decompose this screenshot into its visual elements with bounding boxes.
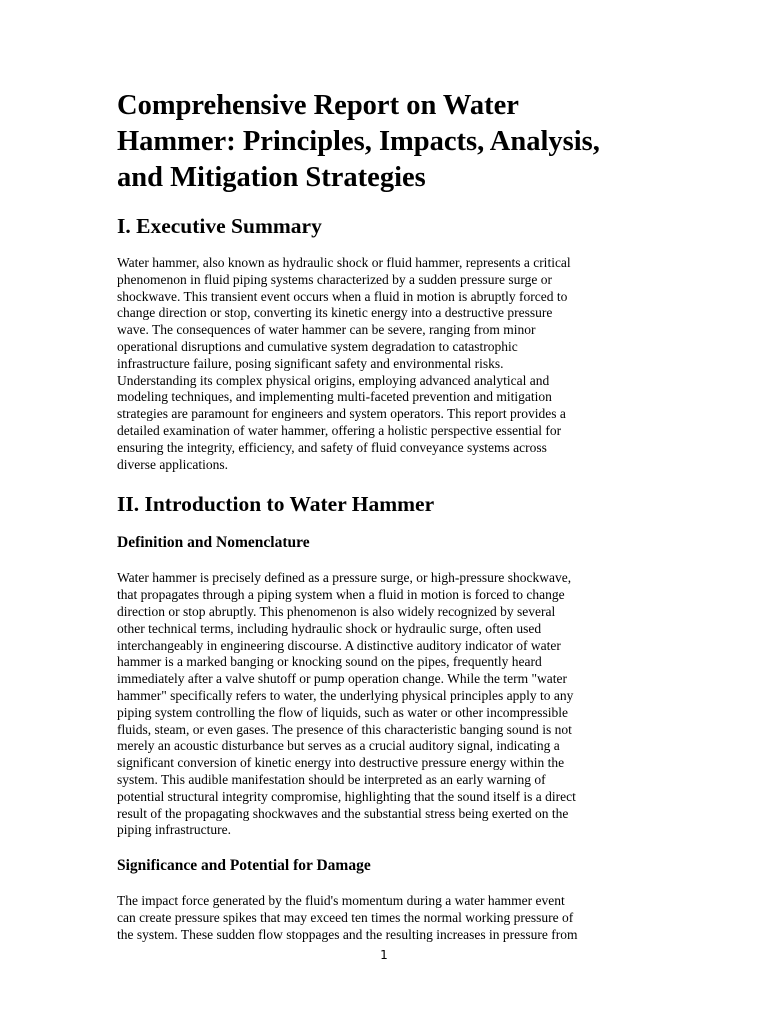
subsection-heading-significance: Significance and Potential for Damage [117,857,371,875]
definition-paragraph: Water hammer is precisely defined as a pressure surge, or high-pressure shockwave, that propagates through a piping system when a fluid in motion is forced to change direction or stop abruptly. This phenomenon is also widely recognized by several other technical terms, including hydraulic shock or hydraulic surge, often used interchangeably in engineering discourse. A distinctive auditory indicator of water hammer is a marked banging or knocking sound on the pipes, frequently heard immediately after a valve shutoff or pump operation change. While the term "water hammer" specifically refers to water, the underlying physical principles apply to any piping system controlling the flow of liquids, such as water or other incompressible fluids, steam, or even gases. The presence of this characteristic banging sound is not merely an acoustic disturbance but serves as a crucial auditory signal, indicating a significant conversion of kinetic energy into destructive pressure energy within the system. This audible manifestation should be interpreted as an early warning of potential structural integrity compromise, highlighting that the sound itself is a direct result of the propagating shockwaves and the substantial stress being exerted on the piping infrastructure. [117,570,576,838]
significance-paragraph: The impact force generated by the fluid's momentum during a water hammer event can create pressure spikes that may exceed ten times the normal working pressure of the system. These sudden flow stoppages and the resulting increases in pressure from [117,893,578,942]
page-content [117,88,647,961]
executive-summary-paragraph: Water hammer, also known as hydraulic shock or fluid hammer, represents a critical phenomenon in fluid piping systems characterized by a sudden pressure surge or shockwave. This transient event occurs when a fluid in motion is abruptly forced to change direction or stop, converting its kinetic energy into a destructive pressure wave. The consequences of water hammer can be severe, ranging from minor operational disruptions and cumulative system degradation to catastrophic infrastructure failure, posing significant safety and environmental risks. Understanding its complex physical origins, employing advanced analytical and modeling techniques, and implementing multi-faceted prevention and mitigation strategies are paramount for engineers and system operators. This report provides a detailed examination of water hammer, offering a holistic perspective essential for ensuring the integrity, efficiency, and safety of fluid conveyance systems across diverse applications. [117,255,571,472]
page-number: 1 [380,948,388,962]
subsection-heading-definition: Definition and Nomenclature [117,534,310,552]
section-heading-introduction: II. Introduction to Water Hammer [117,492,435,517]
section-heading-executive-summary: I. Executive Summary [117,214,322,238]
report-title: Comprehensive Report on Water Hammer: Principles, Impacts, Analysis, and Mitigation Strategies [117,90,600,193]
